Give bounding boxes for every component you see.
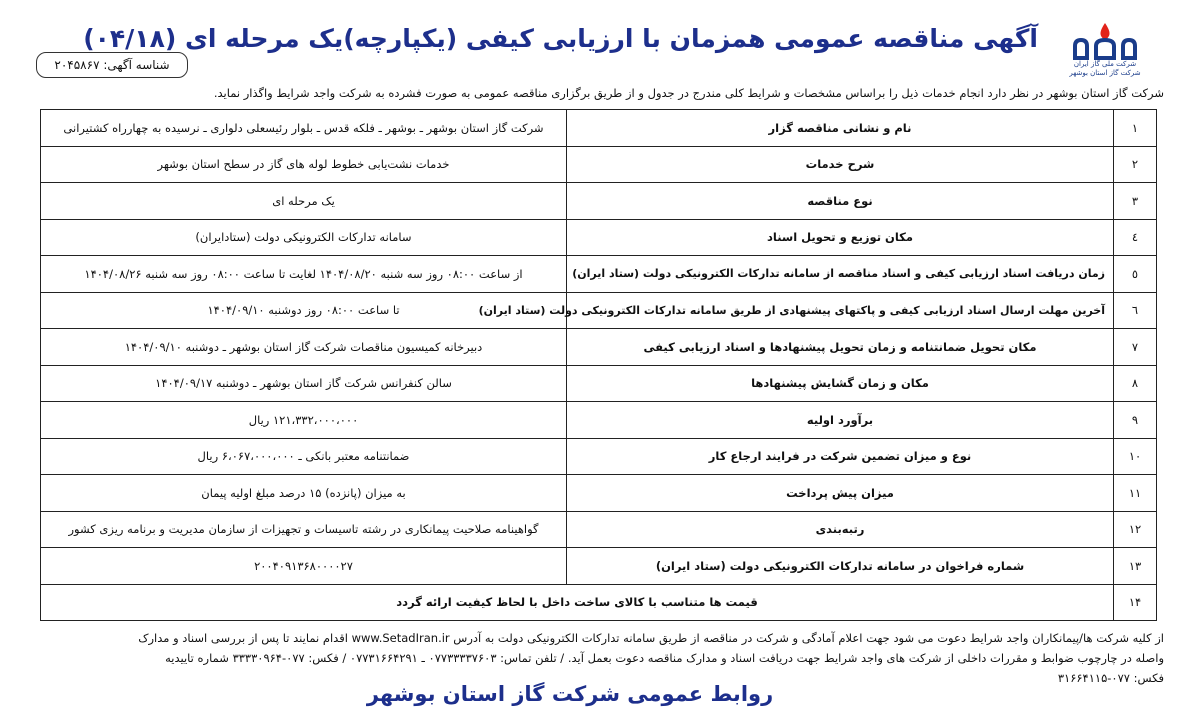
company-logo xyxy=(1050,20,1160,82)
footer-line-2: واصله در چارچوب ضوابط و مقررات داخلی از شرکت های واجد شرایط جهت دریافت اسناد و مدارک مناقصه دعوت بعمل آید. / تلفن تماس: ۰۷۷۳۳۳۳۷۶۰۳ ـ ۰۷۷۳۱۶۶۴۲۹۱ / فکس: ۰۷۷-۳۳۳۳۰۹۶۴ شماره تاییدیه xyxy=(165,651,1164,665)
row-label: مکان و زمان گشایش پیشنهادها xyxy=(567,365,1114,402)
row-label: مکان توزیع و تحویل اسناد xyxy=(567,219,1114,256)
row-number: ۳ xyxy=(1114,183,1157,220)
table-row xyxy=(41,402,1157,439)
row-value: سامانه تدارکات الکترونیکی دولت (ستادایران) xyxy=(41,219,567,256)
row-value: از ساعت ۰۸:۰۰ روز سه شنبه ۱۴۰۴/۰۸/۲۰ لغایت تا ساعت ۰۸:۰۰ روز سه شنبه ۱۴۰۴/۰۸/۲۶ xyxy=(41,256,567,293)
table-row xyxy=(41,438,1157,475)
signature: روابط عمومی شرکت گاز استان بوشهر xyxy=(366,682,774,706)
table-row xyxy=(41,256,1157,293)
row-value: به میزان (پانزده) ۱۵ درصد مبلغ اولیه پیمان xyxy=(41,475,567,512)
row-value: ضمانتنامه معتبر بانکی ـ ۶،۰۶۷،۰۰۰،۰۰۰ ریال xyxy=(41,438,567,475)
row-number: ۸ xyxy=(1114,365,1157,402)
row-label: برآورد اولیه xyxy=(567,402,1114,439)
row-number: ۹ xyxy=(1114,402,1157,439)
footer-line-3: فکس: ۰۷۷-۳۱۶۶۴۱۱۵ xyxy=(1057,671,1164,685)
row-number: ٦ xyxy=(1114,292,1157,329)
row-value: سالن کنفرانس شرکت گاز استان بوشهر ـ دوشنبه ۱۴۰۴/۰۹/۱۷ xyxy=(41,365,567,402)
row-number: ۱ xyxy=(1114,110,1157,147)
table-row xyxy=(41,146,1157,183)
row-label: شماره فراخوان در سامانه تدارکات الکترونیکی دولت (ستاد ایران) xyxy=(567,548,1114,585)
row-label: نوع و میزان تضمین شرکت در فرایند ارجاع کار xyxy=(567,438,1114,475)
row-number: ۲ xyxy=(1114,146,1157,183)
table-row xyxy=(41,548,1157,585)
row-label: میزان پیش پرداخت xyxy=(567,475,1114,512)
row-value: ۱۲۱،۳۳۲،۰۰۰،۰۰۰ ریال xyxy=(41,402,567,439)
row-label: مکان تحویل ضمانتنامه و زمان تحویل پیشنهادها و اسناد ارزیابی کیفی xyxy=(567,329,1114,366)
row-label: رتبه‌بندی xyxy=(567,511,1114,548)
tender-table xyxy=(40,109,1157,621)
row-value: دبیرخانه کمیسیون مناقصات شرکت گاز استان بوشهر ـ دوشنبه ۱۴۰۴/۰۹/۱۰ xyxy=(41,329,567,366)
gas-company-icon xyxy=(1069,20,1141,60)
row-number: ۱۴ xyxy=(1114,584,1157,621)
row-label: نوع مناقصه xyxy=(567,183,1114,220)
row-value: گواهینامه صلاحیت پیمانکاری در رشته تاسیسات و تجهیزات از سازمان مدیریت و برنامه ریزی کشور xyxy=(41,511,567,548)
table-row-14 xyxy=(41,584,1157,621)
row-number: ٥ xyxy=(1114,256,1157,293)
row-number: ۱۳ xyxy=(1114,548,1157,585)
table-row xyxy=(41,292,1157,329)
footer-line-1: از کلیه شرکت ها/پیمانکاران واجد شرایط دعوت می شود جهت اعلام آمادگی و شرکت در مناقصه از طریق سامانه تدارکات الکترونیکی دولت به آدرس www.SetadIran.ir اقدام نمایند تا پس از بررسی اسناد و مدارک xyxy=(138,631,1164,645)
row-label: شرح خدمات xyxy=(567,146,1114,183)
table-row xyxy=(41,329,1157,366)
logo-line-2: شرکت گاز استان بوشهر xyxy=(1069,69,1141,77)
row-number: ۱۱ xyxy=(1114,475,1157,512)
row-label: زمان دریافت اسناد ارزیابی کیفی و اسناد مناقصه از سامانه تدارکات الکترونیکی دولت (ستاد ایران) xyxy=(567,256,1114,293)
intro-text: شرکت گاز استان بوشهر در نظر دارد انجام خدمات ذیل را براساس مشخصات و شرایط کلی مندرج در جدول و از طریق برگزاری مناقصه عمومی به صورت فشرده به شرکت واجد شرایط واگذار نماید. xyxy=(213,86,1164,100)
table-row xyxy=(41,183,1157,220)
row-number: ۱۰ xyxy=(1114,438,1157,475)
row-number: ۷ xyxy=(1114,329,1157,366)
table-row xyxy=(41,475,1157,512)
row-value: خدمات نشت‌یابی خطوط لوله های گاز در سطح استان بوشهر xyxy=(41,146,567,183)
row-value: شرکت گاز استان بوشهر ـ بوشهر ـ فلکه قدس ـ بلوار رئیسعلی دلواری ـ نرسیده به چهارراه کشتیرانی xyxy=(41,110,567,147)
table-row xyxy=(41,110,1157,147)
footer-text xyxy=(14,628,1164,688)
announcement-id: شناسه آگهی: ۲۰۴۵۸۶۷ xyxy=(36,52,188,78)
row-label: نام و نشانی مناقصه گزار xyxy=(567,110,1114,147)
row-value: ۲۰۰۴۰۹۱۳۶۸۰۰۰۰۲۷ xyxy=(41,548,567,585)
table-row xyxy=(41,365,1157,402)
row-label: آخرین مهلت ارسال اسناد ارزیابی کیفی و پاکتهای پیشنهادی از طریق سامانه تدارکات الکترونیکی دولت (ستاد ایران) xyxy=(567,292,1114,329)
row-number: ۱۲ xyxy=(1114,511,1157,548)
table-row xyxy=(41,511,1157,548)
notice-title: آگهی مناقصه عمومی همزمان با ارزیابی کیفی (یکپارچه)یک مرحله ای (۰۴/۱۸) xyxy=(83,24,1038,53)
row-number: ٤ xyxy=(1114,219,1157,256)
row-value: تا ساعت ۰۸:۰۰ روز دوشنبه ۱۴۰۴/۰۹/۱۰ xyxy=(41,292,567,329)
logo-line-1: شرکت ملی گاز ایران xyxy=(1073,60,1137,68)
price-note: قیمت ها متناسب با کالای ساخت داخل با لحاظ کیفیت ارائه گردد xyxy=(41,584,1114,621)
row-value: یک مرحله ای xyxy=(41,183,567,220)
table-row xyxy=(41,219,1157,256)
